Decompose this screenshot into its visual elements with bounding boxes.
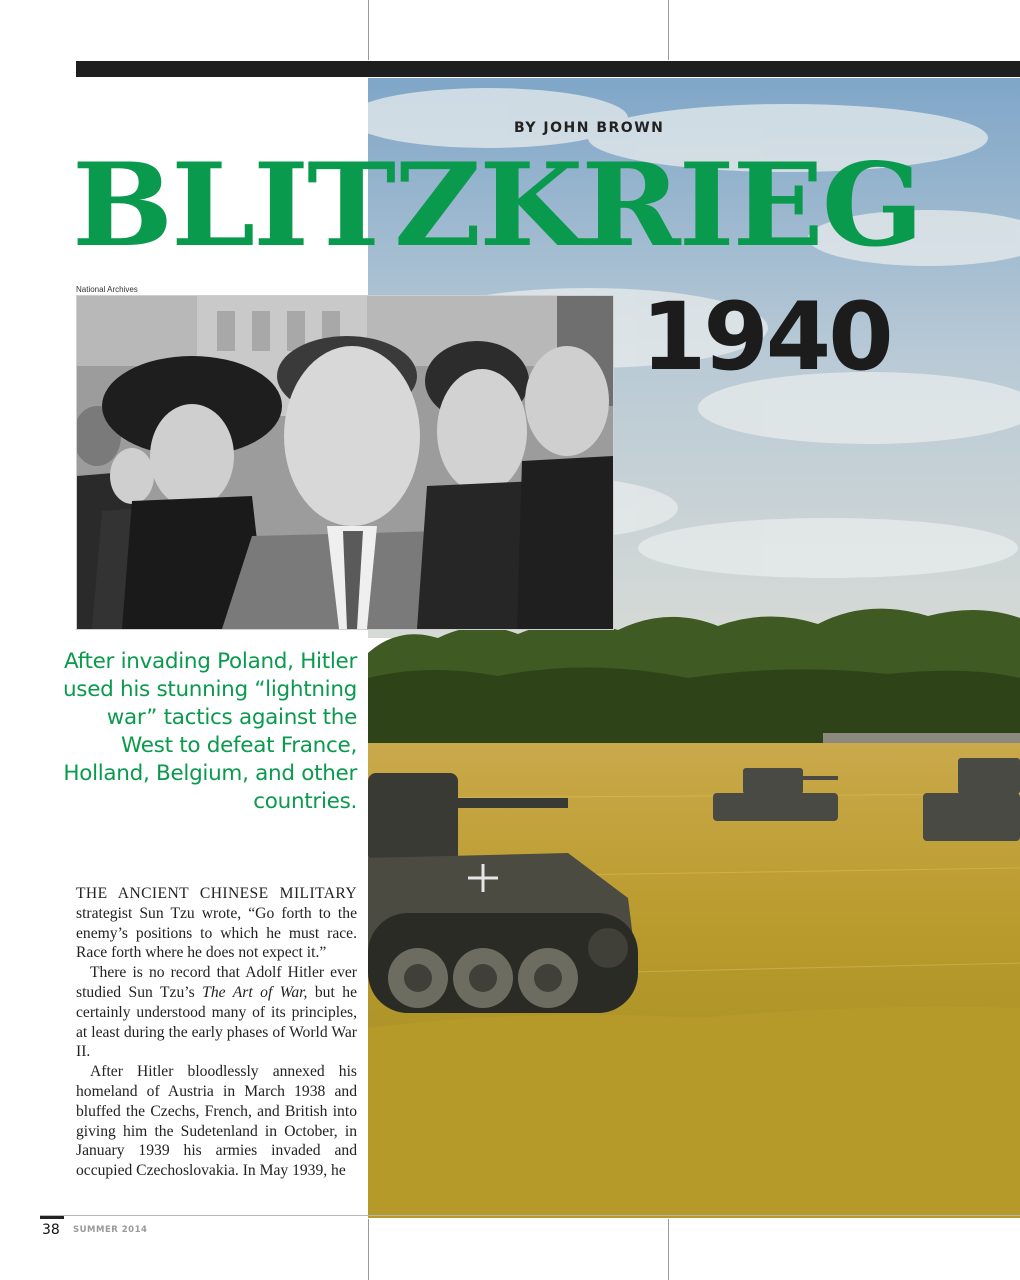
deck-subheading: After invading Poland, Hitler used his stunning “lightning war” tactics against the West to defeat France, Holland, Belgium, and other countries.: [62, 649, 357, 814]
top-rule: [76, 61, 1020, 77]
paragraph-3: After Hitler bloodlessly annexed his homeland of Austria in March 1938 and bluffed the Czechs, French, and British into giving him the Sudetenland in October, in January 1939 his armies invaded and occupied Czechoslovakia. In May 1939, he: [76, 1063, 357, 1180]
paragraph-1: THE ANCIENT CHINESE MILITARY strategist Sun Tzu wrote, “Go forth to the enemy’s positions to which he must race. Race forth where he does not expect it.”: [76, 885, 357, 962]
crop-mark: [668, 0, 669, 60]
lead-caps: THE ANCIENT CHINESE MILITARY: [76, 885, 357, 902]
crop-mark: [368, 1219, 369, 1280]
article-body: [76, 884, 357, 1181]
crop-mark: [668, 1219, 669, 1280]
paragraph-2: There is no record that Adolf Hitler ever studied Sun Tzu’s The Art of War, but he certainly understood many of its principles, at least during the early phases of World War II.: [76, 964, 357, 1061]
crop-mark: [368, 0, 369, 60]
page-number: 38: [42, 1222, 60, 1238]
page-number-bar: [40, 1216, 64, 1219]
byline: BY JOHN BROWN: [514, 120, 665, 136]
headline: BLITZKRIEG: [72, 138, 922, 272]
footer-rule: [40, 1215, 1020, 1216]
book-title: The Art of War,: [202, 983, 308, 1001]
headline-year: 1940: [641, 283, 891, 392]
crowd-photo: [76, 295, 614, 630]
photo-credit: National Archives: [76, 285, 138, 294]
issue-label: SUMMER 2014: [73, 1225, 148, 1235]
